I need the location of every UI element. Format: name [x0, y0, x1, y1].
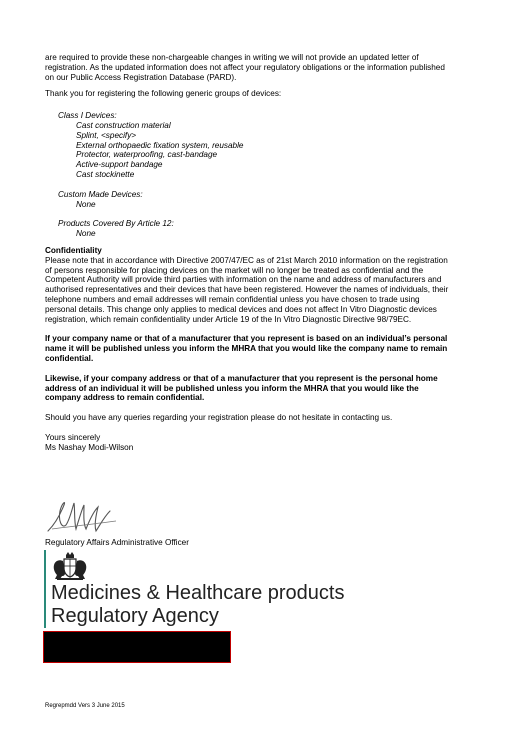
custom-value: None — [76, 199, 96, 209]
custom-section — [45, 190, 485, 210]
signatory-name: Ms Nashay Modi-Wilson — [45, 442, 134, 452]
bold-notice-line: confidential. — [45, 353, 94, 363]
confidentiality-line: telephone numbers and email addresses will remain confidential unless you have chosen to trade using — [45, 294, 420, 304]
confidentiality-heading: Confidentiality — [45, 245, 102, 255]
class1-item: Splint, <specify> — [76, 130, 137, 140]
bold-notice-line: name it will be published unless you inform the MHRA that you would like the company name to remain — [45, 344, 448, 354]
intro-line-1: are required to provide these non-chargeable changes in writing we will not provide an updated letter of — [45, 53, 419, 62]
bold-notice-line: company address to remain confidential. — [45, 393, 205, 403]
agency-name-line-1: Medicines & Healthcare products — [51, 582, 345, 604]
confidentiality-line: of persons responsible for placing devices on the market will no longer be treated as confidential and the — [45, 265, 424, 275]
closing-line: Yours sincerely — [45, 432, 101, 442]
footer-version: Regrepmdd Vers 3 June 2015 — [45, 703, 125, 709]
letter-body — [45, 53, 485, 453]
class1-heading: Class I Devices: — [58, 111, 117, 121]
article12-section — [45, 219, 485, 239]
class1-item: External orthopaedic fixation system, reusable — [76, 140, 244, 150]
class1-item: Active-support bandage — [76, 160, 163, 170]
class1-item: Cast construction material — [76, 120, 171, 130]
queries-line: Should you have any queries regarding your registration please do not hesitate in contacting us. — [45, 413, 393, 423]
confidentiality-text — [45, 256, 485, 325]
intro-line-2: registration. As the updated information does not affect your regulatory obligations or the information published — [45, 62, 445, 72]
confidentiality-line: personal details. This change only applies to medical devices and does not affect In Vitro Diagnostic devices — [45, 304, 437, 314]
agency-name-line-2: Regulatory Agency — [51, 605, 219, 627]
officer-title: Regulatory Affairs Administrative Officer — [45, 538, 189, 547]
class1-item: Protector, waterproofing, cast-bandage — [76, 150, 218, 160]
bold-notice-line: address of an individual it will be published unless you inform the MHRA that you would like the — [45, 383, 419, 393]
bold-notice-2 — [45, 374, 485, 403]
signature-image — [46, 495, 121, 535]
confidentiality-line: authorised representatives and their devices that have been registered. However the names of individuals, their — [45, 285, 449, 295]
custom-heading: Custom Made Devices: — [58, 189, 143, 199]
royal-crest-icon — [51, 551, 89, 581]
article12-heading: Products Covered By Article 12: — [58, 219, 174, 229]
thanks-line: Thank you for registering the following generic groups of devices: — [45, 89, 282, 99]
class1-section — [45, 111, 485, 180]
agency-logo-bar — [44, 550, 46, 628]
bold-notice-line: Likewise, if your company address or that of a manufacturer that you represent is the personal home — [45, 373, 438, 383]
bold-notice-1 — [45, 334, 485, 363]
class1-item: Cast stockinette — [76, 169, 135, 179]
bold-notice-line: If your company name or that of a manufacturer that you represent is based on an individual’s personal — [45, 334, 448, 344]
confidentiality-line: Please note that in accordance with Directive 2007/47/EC as of 21st March 2010 information on the registration — [45, 255, 448, 265]
intro-line-3: on our Public Access Registration Database (PARD). — [45, 72, 237, 82]
redaction-box — [43, 631, 231, 663]
article12-value: None — [76, 229, 96, 239]
confidentiality-line: Competent Authority will provide third parties with information on the name and address of manufacturers and — [45, 275, 442, 285]
confidentiality-line: registration, which remain confidentiality under Article 19 of the In Vitro Diagnostic Directive 98/79EC. — [45, 314, 412, 324]
